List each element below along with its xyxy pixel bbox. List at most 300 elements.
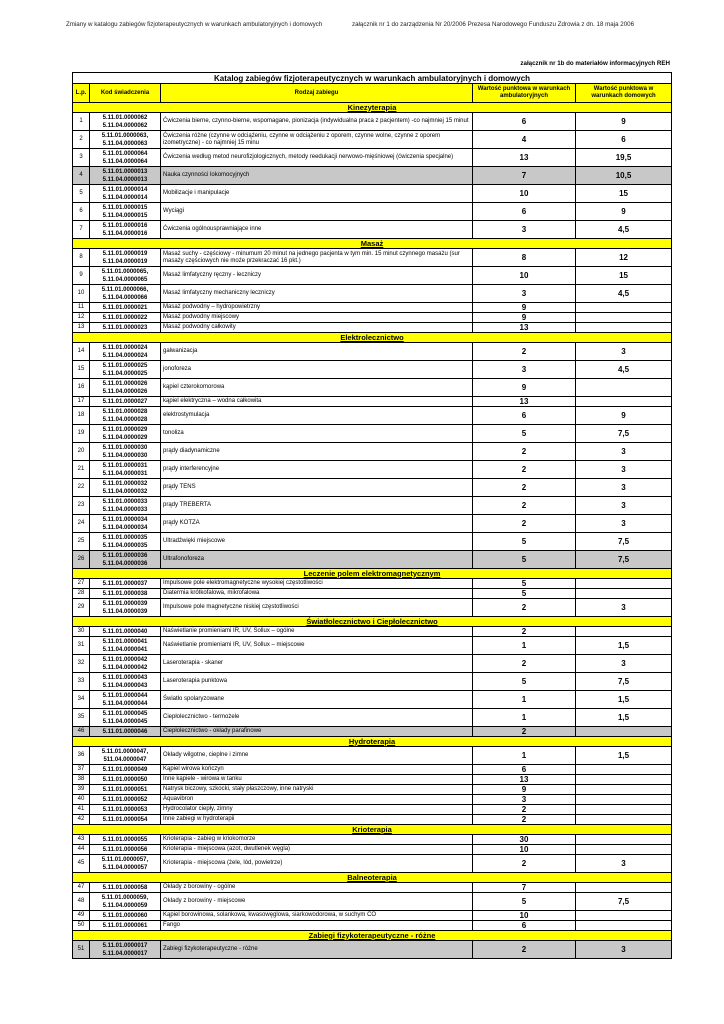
cell-lp: 38: [73, 775, 90, 785]
cell-kod: [90, 795, 161, 805]
cell-kod: [90, 479, 161, 497]
cell-lp: 45: [73, 855, 90, 873]
cell-rodzaj: Krioterapia - zabieg w kriokomorze: [161, 835, 473, 845]
cell-kod: [90, 267, 161, 285]
table-row: [73, 673, 672, 691]
table-row: [73, 845, 672, 855]
kod-line: 5.11.04.0000033: [102, 506, 148, 513]
cell-kod: [90, 805, 161, 815]
cell-rodzaj: kąpiel elektryczna – wodna całkowita: [161, 397, 473, 407]
cell-rodzaj: Okłady z borowiny - ogólne: [161, 883, 473, 893]
cell-lp: 50: [73, 921, 90, 931]
table-row: [73, 637, 672, 655]
kod-line: 5.11.01.0000034: [102, 516, 148, 523]
cell-dom-points: [576, 795, 672, 805]
cell-dom-points: 3: [576, 479, 672, 497]
kod-line: 5.11.01.0000047,: [101, 748, 149, 755]
cell-lp: 4: [73, 167, 90, 185]
cell-dom-points: 4,5: [576, 361, 672, 379]
kod-line: 5.11.01.0000063,: [101, 132, 149, 139]
table-row: [73, 361, 672, 379]
table-row: [73, 655, 672, 673]
table-row: [73, 589, 672, 599]
cell-lp: 17: [73, 397, 90, 407]
cell-kod: [90, 323, 161, 333]
cell-lp: 2: [73, 131, 90, 149]
table-row: [73, 203, 672, 221]
section-title: Zabiegi fizykoterapeutyczne - różne: [73, 931, 672, 941]
cell-lp: 24: [73, 515, 90, 533]
table-row: [73, 911, 672, 921]
catalog-table: [72, 72, 672, 959]
cell-dom-points: [576, 785, 672, 795]
cell-rodzaj: Krioterapia - miejscowa (żele, lód, powietrze): [161, 855, 473, 873]
cell-lp: 21: [73, 461, 90, 479]
kod-line: 5.11.01.0000058: [102, 884, 148, 891]
cell-amb-points: 2: [473, 627, 576, 637]
column-header-kod: Kod świadczenia: [90, 84, 161, 103]
cell-rodzaj: prądy diadynamiczne: [161, 443, 473, 461]
kod-line: 5.11.04.0000028: [102, 416, 148, 423]
kod-line: 5.11.01.0000039: [102, 600, 148, 607]
cell-lp: 46: [73, 727, 90, 737]
kod-line: 5.11.01.0000050: [102, 776, 148, 783]
table-row: [73, 397, 672, 407]
cell-rodzaj: Wyciągi: [161, 203, 473, 221]
cell-rodzaj: Masaż podwodny – hydropowietrzny: [161, 303, 473, 313]
kod-line: 5.11.01.0000026: [102, 380, 148, 387]
cell-dom-points: 7,5: [576, 425, 672, 443]
cell-rodzaj: Ćwiczenia różne (czynne w odciążeniu, czynne w odciążeniu z oporem, czynne wolne, czynne z oporem izometryczne) - co najmniej 15 minu: [161, 131, 473, 149]
cell-lp: 43: [73, 835, 90, 845]
cell-dom-points: [576, 911, 672, 921]
cell-dom-points: 15: [576, 267, 672, 285]
cell-rodzaj: Ciepłolecznictwo - termożele: [161, 709, 473, 727]
cell-lp: 23: [73, 497, 90, 515]
table-row: [73, 185, 672, 203]
cell-amb-points: 5: [473, 579, 576, 589]
cell-lp: 11: [73, 303, 90, 313]
table-row: [73, 599, 672, 617]
cell-kod: [90, 497, 161, 515]
table-row: [73, 303, 672, 313]
cell-rodzaj: Ćwiczenia bierne, czynno-bierne, wspomagane, pionizacja (indywidualna praca z pacjentem) -co najmniej 15 minut: [161, 113, 473, 131]
table-row: [73, 221, 672, 239]
kod-line: 5.11.04.0000059: [102, 902, 148, 909]
cell-lp: 35: [73, 709, 90, 727]
cell-rodzaj: prądy KOTZA: [161, 515, 473, 533]
table-row: [73, 267, 672, 285]
cell-amb-points: 6: [473, 407, 576, 425]
cell-rodzaj: Nauka czynności lokomocyjnych: [161, 167, 473, 185]
cell-lp: 15: [73, 361, 90, 379]
cell-lp: 6: [73, 203, 90, 221]
section-title: Krioterapia: [73, 825, 672, 835]
cell-rodzaj: Ultrafonoforeza: [161, 551, 473, 569]
cell-kod: [90, 627, 161, 637]
cell-rodzaj: Diatermia krótkofalowa, mikrofalowa: [161, 589, 473, 599]
kod-line: 5.11.04.0000024: [102, 352, 148, 359]
cell-lp: 44: [73, 845, 90, 855]
cell-lp: 19: [73, 425, 90, 443]
cell-kod: [90, 533, 161, 551]
table-row: [73, 691, 672, 709]
cell-dom-points: [576, 835, 672, 845]
cell-kod: [90, 113, 161, 131]
kod-line: 5.11.04.0000015: [102, 212, 148, 219]
kod-line: 5.11.04.0000017: [102, 950, 148, 957]
cell-amb-points: 2: [473, 655, 576, 673]
cell-kod: [90, 443, 161, 461]
cell-kod: [90, 303, 161, 313]
cell-amb-points: 7: [473, 167, 576, 185]
cell-lp: 18: [73, 407, 90, 425]
cell-kod: [90, 221, 161, 239]
cell-dom-points: 7,5: [576, 533, 672, 551]
cell-dom-points: [576, 579, 672, 589]
kod-line: 5.11.04.0000057: [102, 864, 148, 871]
cell-kod: [90, 637, 161, 655]
cell-amb-points: 1: [473, 709, 576, 727]
kod-line: 5.11.01.0000064: [102, 150, 148, 157]
cell-amb-points: 6: [473, 765, 576, 775]
cell-lp: 1: [73, 113, 90, 131]
kod-line: 5.11.01.0000033: [102, 498, 148, 505]
cell-kod: [90, 673, 161, 691]
cell-rodzaj: Fango: [161, 921, 473, 931]
table-row: [73, 795, 672, 805]
table-row: [73, 167, 672, 185]
kod-line: 5.11.04.0000065: [102, 276, 148, 283]
kod-line: 5.11.01.0000027: [102, 398, 148, 405]
section-title: Elektrolecznictwo: [73, 333, 672, 343]
table-row: [73, 113, 672, 131]
kod-line: 5.11.01.0000031: [102, 462, 148, 469]
cell-rodzaj: Impulsowe pole elektromagnetyczne wysokiej częstotliwości: [161, 579, 473, 589]
table-row: [73, 579, 672, 589]
cell-dom-points: 1,5: [576, 637, 672, 655]
cell-kod: [90, 425, 161, 443]
cell-lp: 29: [73, 599, 90, 617]
section-row: [73, 569, 672, 579]
cell-rodzaj: Ćwiczenia według metod neurofizjologicznych, metody reedukacji nerwowo-mięśniowej (ćwiczenia specjalne): [161, 149, 473, 167]
table-row: [73, 249, 672, 267]
kod-line: 5.11.04.0000026: [102, 388, 148, 395]
cell-kod: [90, 855, 161, 873]
kod-line: 5.11.01.0000042: [102, 656, 148, 663]
cell-dom-points: [576, 765, 672, 775]
cell-kod: [90, 379, 161, 397]
kod-line: 5.11.04.0000032: [102, 488, 148, 495]
cell-rodzaj: Krioterapia - miejscowa (azot, dwutlenek węgla): [161, 845, 473, 855]
cell-kod: [90, 361, 161, 379]
table-row: [73, 727, 672, 737]
cell-dom-points: [576, 921, 672, 931]
cell-rodzaj: Światło spolaryzowane: [161, 691, 473, 709]
column-header-dom: Wartość punktowa w warunkach domowych: [576, 84, 672, 103]
cell-rodzaj: Zabiegi fizykoterapeutyczne - różne: [161, 941, 473, 959]
cell-rodzaj: Naświetlanie promieniami IR, UV, Sollux – ogólne: [161, 627, 473, 637]
table-row: [73, 497, 672, 515]
cell-amb-points: 5: [473, 673, 576, 691]
column-header-rodzaj: Rodzaj zabiegu: [161, 84, 473, 103]
cell-dom-points: 4,5: [576, 285, 672, 303]
kod-line: 5.11.01.0000062: [102, 114, 148, 121]
cell-amb-points: 3: [473, 795, 576, 805]
kod-line: 5.11.01.0000037: [102, 580, 148, 587]
section-row: [73, 239, 672, 249]
table-row: [73, 313, 672, 323]
kod-line: 5.11.01.0000036: [102, 552, 148, 559]
cell-kod: [90, 185, 161, 203]
kod-line: 5.11.01.0000054: [102, 816, 148, 823]
table-row: [73, 379, 672, 397]
cell-lp: 10: [73, 285, 90, 303]
cell-rodzaj: kąpiel czterokomorowa: [161, 379, 473, 397]
cell-amb-points: 1: [473, 747, 576, 765]
table-row: [73, 461, 672, 479]
cell-amb-points: 2: [473, 479, 576, 497]
cell-dom-points: [576, 845, 672, 855]
cell-amb-points: 10: [473, 845, 576, 855]
cell-amb-points: 5: [473, 893, 576, 911]
cell-rodzaj: Ćwiczenia ogólnousprawniające inne: [161, 221, 473, 239]
kod-line: 5.11.04.0000034: [102, 524, 148, 531]
cell-kod: [90, 579, 161, 589]
cell-lp: 49: [73, 911, 90, 921]
cell-dom-points: 4,5: [576, 221, 672, 239]
cell-rodzaj: prądy TREBERTA: [161, 497, 473, 515]
cell-lp: 31: [73, 637, 90, 655]
cell-lp: 30: [73, 627, 90, 637]
cell-amb-points: 5: [473, 551, 576, 569]
cell-kod: [90, 775, 161, 785]
cell-rodzaj: Kąpiel borowinowa, solankowa, kwasowęglowa, siarkowodorowa, w suchym CO: [161, 911, 473, 921]
kod-line: 5.11.04.0000025: [102, 370, 148, 377]
cell-dom-points: 7,5: [576, 551, 672, 569]
kod-line: 5.11.01.0000057,: [101, 856, 149, 863]
table-row: [73, 709, 672, 727]
kod-line: 5.11.04.0000013: [102, 176, 148, 183]
cell-amb-points: 5: [473, 425, 576, 443]
cell-amb-points: 4: [473, 131, 576, 149]
section-row: [73, 931, 672, 941]
table-row: [73, 855, 672, 873]
table-row: [73, 479, 672, 497]
cell-rodzaj: elektrostymulacja: [161, 407, 473, 425]
cell-amb-points: 13: [473, 397, 576, 407]
cell-lp: 3: [73, 149, 90, 167]
cell-dom-points: 3: [576, 941, 672, 959]
cell-kod: [90, 941, 161, 959]
cell-amb-points: 9: [473, 303, 576, 313]
kod-line: 5.11.04.0000044: [102, 700, 148, 707]
cell-rodzaj: Hydrocolator ciepły, zimny: [161, 805, 473, 815]
kod-line: 5.11.04.0000030: [102, 452, 148, 459]
kod-line: 5.11.01.0000065,: [101, 268, 149, 275]
kod-line: 5.11.04.0000042: [102, 664, 148, 671]
cell-amb-points: 2: [473, 343, 576, 361]
cell-dom-points: 12: [576, 249, 672, 267]
cell-kod: [90, 131, 161, 149]
cell-amb-points: 13: [473, 323, 576, 333]
kod-line: 5.11.01.0000022: [102, 314, 148, 321]
cell-lp: 13: [73, 323, 90, 333]
cell-amb-points: 2: [473, 805, 576, 815]
kod-line: 5.11.04.0000066: [102, 294, 148, 301]
cell-amb-points: 2: [473, 461, 576, 479]
table-row: [73, 785, 672, 795]
section-title: Kinezyterapia: [73, 103, 672, 113]
cell-amb-points: 2: [473, 855, 576, 873]
kod-line: 5.11.04.0000064: [102, 158, 148, 165]
kod-line: 5.11.01.0000055: [102, 836, 148, 843]
cell-rodzaj: Impulsowe pole magnetyczne niskiej częstotliwości: [161, 599, 473, 617]
cell-rodzaj: jonoforeza: [161, 361, 473, 379]
cell-dom-points: 3: [576, 343, 672, 361]
cell-rodzaj: Aquavibron: [161, 795, 473, 805]
section-row: [73, 737, 672, 747]
section-title: Balneoterapia: [73, 873, 672, 883]
kod-line: 5.11.01.0000044: [102, 692, 148, 699]
kod-line: 5.11.04.0000014: [102, 194, 148, 201]
cell-lp: 9: [73, 267, 90, 285]
cell-dom-points: 1,5: [576, 691, 672, 709]
table-row: [73, 343, 672, 361]
cell-dom-points: 3: [576, 599, 672, 617]
kod-line: 5.11.01.0000035: [102, 534, 148, 541]
cell-kod: [90, 785, 161, 795]
cell-dom-points: [576, 379, 672, 397]
table-row: [73, 131, 672, 149]
cell-dom-points: 9: [576, 113, 672, 131]
cell-lp: 27: [73, 579, 90, 589]
cell-rodzaj: Masaż limfatyczny ręczny - leczniczy: [161, 267, 473, 285]
cell-kod: [90, 921, 161, 931]
kod-line: 5.11.01.0000014: [102, 186, 148, 193]
cell-rodzaj: Laseroterapia - skaner: [161, 655, 473, 673]
cell-kod: [90, 747, 161, 765]
cell-dom-points: [576, 303, 672, 313]
cell-kod: [90, 883, 161, 893]
section-row: [73, 103, 672, 113]
cell-kod: [90, 461, 161, 479]
kod-line: 5.11.01.0000028: [102, 408, 148, 415]
cell-lp: 34: [73, 691, 90, 709]
cell-kod: [90, 313, 161, 323]
header-left-text: Zmiany w katalogu zabiegów fizjoterapeutycznych w warunkach ambulatoryjnych i domowych: [66, 21, 323, 28]
cell-kod: [90, 691, 161, 709]
cell-amb-points: 8: [473, 249, 576, 267]
kod-line: 5.11.04.0000063: [102, 140, 148, 147]
column-header-amb: Wartość punktowa w warunkach ambulatoryjnych: [473, 84, 576, 103]
table-title: Katalog zabiegów fizjoterapeutycznych w warunkach ambulatoryjnych i domowych: [73, 73, 672, 84]
kod-line: 5.11.01.0000051: [102, 786, 148, 793]
cell-rodzaj: Naświetlanie promieniami IR, UV, Sollux – miejscowe: [161, 637, 473, 655]
cell-dom-points: 10,5: [576, 167, 672, 185]
kod-line: 5.11.01.0000049: [102, 766, 148, 773]
cell-kod: [90, 655, 161, 673]
cell-amb-points: 6: [473, 203, 576, 221]
cell-kod: [90, 149, 161, 167]
cell-kod: [90, 815, 161, 825]
cell-amb-points: 9: [473, 785, 576, 795]
section-row: [73, 617, 672, 627]
cell-rodzaj: Masaż limfatyczny mechaniczny leczniczy: [161, 285, 473, 303]
cell-rodzaj: Masaż podwodny całkowity: [161, 323, 473, 333]
kod-line: 5.11.04.0000041: [102, 646, 148, 653]
cell-dom-points: 3: [576, 655, 672, 673]
cell-kod: [90, 709, 161, 727]
kod-line: 5.11.01.0000019: [102, 250, 148, 257]
cell-dom-points: [576, 815, 672, 825]
cell-kod: [90, 893, 161, 911]
cell-dom-points: 3: [576, 855, 672, 873]
cell-kod: [90, 551, 161, 569]
cell-amb-points: 10: [473, 185, 576, 203]
cell-lp: 14: [73, 343, 90, 361]
cell-amb-points: 9: [473, 379, 576, 397]
cell-kod: [90, 167, 161, 185]
table-row: [73, 883, 672, 893]
cell-kod: [90, 397, 161, 407]
cell-dom-points: 3: [576, 443, 672, 461]
kod-line: 5.11.01.0000021: [102, 304, 148, 311]
cell-rodzaj: prądy interferencyjne: [161, 461, 473, 479]
section-row: [73, 825, 672, 835]
cell-amb-points: 2: [473, 515, 576, 533]
table-row: [73, 747, 672, 765]
attachment-label: załącznik nr 1b do materiałów informacyjnych REH: [520, 60, 670, 67]
cell-amb-points: 1: [473, 637, 576, 655]
table-row: [73, 835, 672, 845]
cell-dom-points: 3: [576, 461, 672, 479]
cell-kod: [90, 515, 161, 533]
cell-lp: 16: [73, 379, 90, 397]
header-right-text: załącznik nr 1 do zarządzenia Nr 20/2006 Prezesa Narodowego Funduszu Zdrowia z dn. 18 maja 2006: [352, 21, 635, 28]
cell-dom-points: 15: [576, 185, 672, 203]
cell-dom-points: 19,5: [576, 149, 672, 167]
table-row: [73, 533, 672, 551]
cell-kod: [90, 589, 161, 599]
table-row: [73, 443, 672, 461]
cell-kod: [90, 727, 161, 737]
cell-rodzaj: Mobilizacje i manipulacje: [161, 185, 473, 203]
cell-dom-points: 7,5: [576, 893, 672, 911]
kod-line: 5.11.04.0000062: [102, 122, 148, 129]
cell-amb-points: 6: [473, 921, 576, 931]
table-body: [73, 103, 672, 959]
kod-line: 5.11.01.0000056: [102, 846, 148, 853]
kod-line: 5.11.01.0000024: [102, 344, 148, 351]
cell-rodzaj: galwanizacja: [161, 343, 473, 361]
cell-lp: 20: [73, 443, 90, 461]
cell-rodzaj: Okłady z borowiny - miejscowe: [161, 893, 473, 911]
cell-dom-points: 7,5: [576, 673, 672, 691]
cell-lp: 36: [73, 747, 90, 765]
cell-rodzaj: Ciepłolecznictwo - okłady parafinowe: [161, 727, 473, 737]
cell-kod: [90, 845, 161, 855]
table-row: [73, 775, 672, 785]
cell-dom-points: [576, 589, 672, 599]
kod-line: 5.11.01.0000040: [102, 628, 148, 635]
cell-lp: 5: [73, 185, 90, 203]
cell-dom-points: [576, 775, 672, 785]
cell-lp: 25: [73, 533, 90, 551]
kod-line: 5.11.04.0000045: [102, 718, 148, 725]
cell-amb-points: 10: [473, 267, 576, 285]
cell-amb-points: 2: [473, 815, 576, 825]
